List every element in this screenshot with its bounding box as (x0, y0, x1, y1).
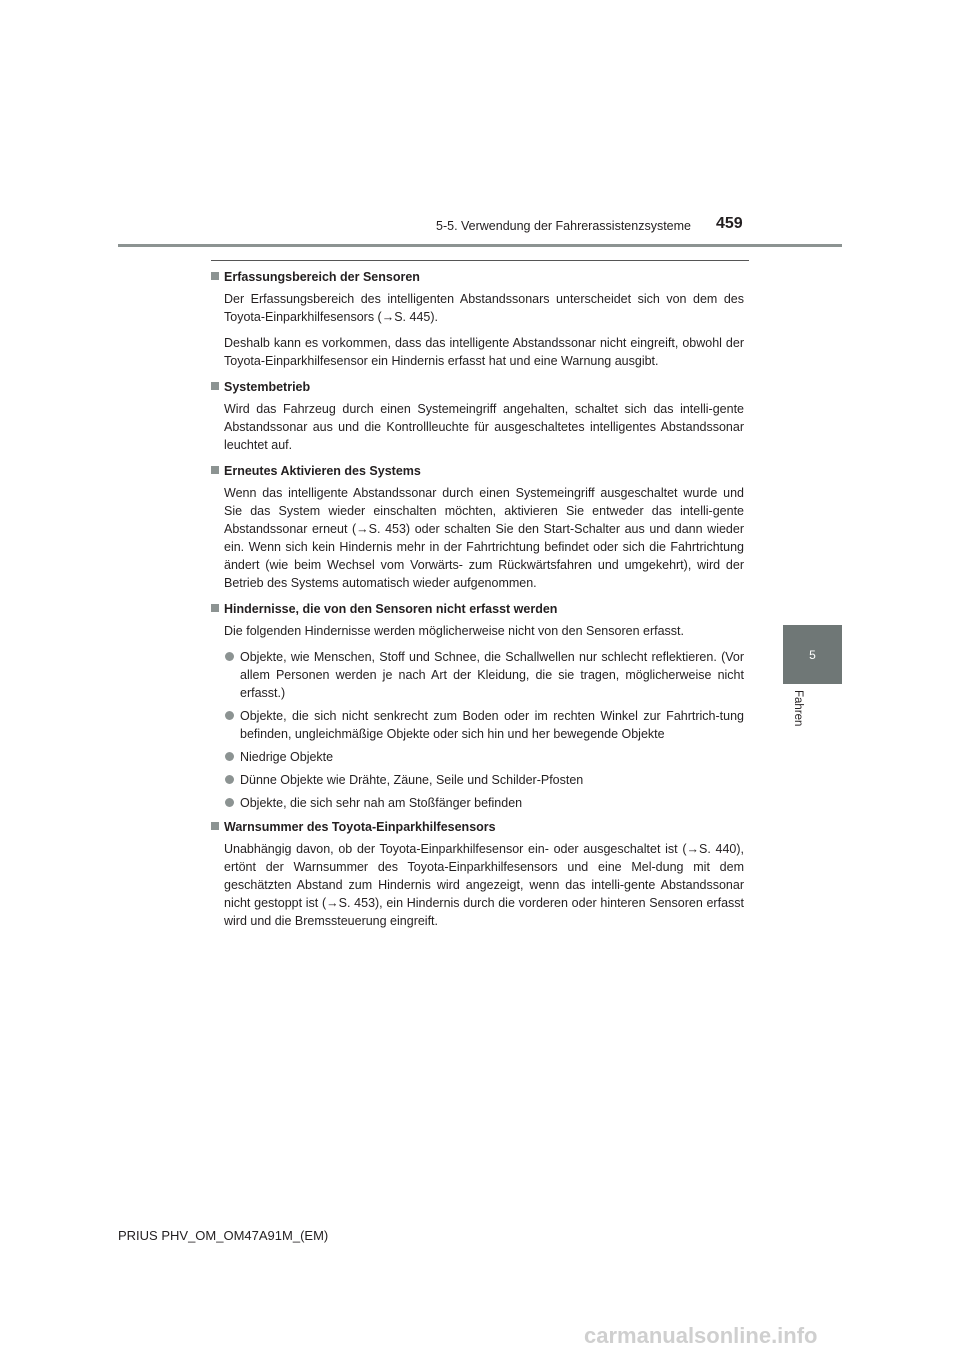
heading-text: Erfassungsbereich der Sensoren (224, 270, 420, 284)
list-item (211, 748, 744, 766)
circle-bullet-icon (225, 798, 234, 807)
section-reactivate-system (211, 462, 744, 592)
square-bullet-icon (211, 272, 219, 280)
watermark: carmanualsonline.info (584, 1323, 818, 1348)
page-number: 459 (716, 215, 743, 232)
list-item-text: Objekte, die sich nicht senkrecht zum Boden oder im rechten Winkel zur Fahrtrich-tung befinden, ungleichmäßige Objekte oder sich hin und her bewegende Objekte (240, 709, 744, 741)
list-item (211, 794, 744, 812)
square-bullet-icon (211, 822, 219, 830)
paragraph: Unabhängig davon, ob der Toyota-Einparkhilfesensor ein- oder ausgeschaltet ist (→S. 440), ertönt der Warnsummer des Toyota-Einparkhilfesensors und eine Mel-dung mit dem geschätzten Abstand zum Hindernis wird angezeigt, wenn das intelli-gente Abstandssonar nicht gestoppt ist (→S. 453), ein Hindernis durch die vorderen oder hinteren Sensoren erfasst wird und die Bremssteuerung eingreift. (224, 842, 744, 928)
section-heading (211, 378, 744, 396)
main-content (211, 268, 744, 938)
paragraph: Der Erfassungsbereich des intelligenten Abstandssonars unterscheidet sich von dem des Toyota-Einparkhilfesensors (→S. 445). (224, 292, 744, 324)
list-item-text: Dünne Objekte wie Drähte, Zäune, Seile und Schilder-Pfosten (240, 773, 584, 787)
content-divider (211, 260, 749, 261)
section-sensor-range (211, 268, 744, 370)
list-item-text: Objekte, die sich sehr nah am Stoßfänger befinden (240, 796, 523, 810)
list-item-text: Niedrige Objekte (240, 750, 334, 764)
section-title: 5-5. Verwendung der Fahrerassistenzsysteme (436, 219, 691, 233)
paragraph: Wird das Fahrzeug durch einen Systemeingriff angehalten, schaltet sich das intelli-gente Abstandssonar aus und die Kontrollleuchte für ausgeschaltetes intelligentes Abstandssonar leuchtet auf. (224, 402, 744, 452)
circle-bullet-icon (225, 711, 234, 720)
list-item-text: Objekte, wie Menschen, Stoff und Schnee, die Schallwellen nur schlecht reflektieren. (Vor allem Personen werden je nach Art der Kleidung, die sie tragen, möglicherweise nicht erfasst.) (240, 650, 744, 700)
paragraph: Deshalb kann es vorkommen, dass das intelligente Abstandssonar nicht eingreift, obwohl der Toyota-Einparkhilfesensor ein Hindernis erfasst hat und eine Warnung ausgibt. (224, 336, 744, 368)
circle-bullet-icon (225, 752, 234, 761)
chapter-name: Fahren (792, 690, 804, 727)
chapter-number: 5 (809, 647, 816, 662)
list-item (211, 707, 744, 743)
section-system-operation (211, 378, 744, 454)
section-heading (211, 818, 744, 836)
list-item (211, 648, 744, 702)
circle-bullet-icon (225, 775, 234, 784)
heading-text: Systembetrieb (224, 380, 311, 394)
section-heading (211, 462, 744, 480)
section-warning-buzzer (211, 818, 744, 930)
square-bullet-icon (211, 382, 219, 390)
header-divider (118, 244, 842, 247)
section-heading (211, 600, 744, 618)
section-undetected-obstacles (211, 600, 744, 812)
section-heading (211, 268, 744, 286)
heading-text: Warnsummer des Toyota-Einparkhilfesensors (224, 820, 496, 834)
heading-text: Erneutes Aktivieren des Systems (224, 464, 421, 478)
circle-bullet-icon (225, 652, 234, 661)
paragraph: Wenn das intelligente Abstandssonar durch einen Systemeingriff ausgeschaltet wurde und Sie das System wieder einschalten möchten, aktivieren Sie entweder das intelli-gente Abstandssonar erneut (→S. 453) oder schalten Sie den Start-Schalter aus und dann wieder ein. Wenn sich kein Hindernis mehr in der Fahrtrichtung befindet oder sich die Fahrtrichtung ändert (wie beim Wechsel vom Vorwärts- zum Rückwärtsfahren und umgekehrt), wird der Betrieb des Systems automatisch wieder aufgenommen. (224, 486, 744, 590)
paragraph: Die folgenden Hindernisse werden möglicherweise nicht von den Sensoren erfasst. (224, 624, 684, 638)
list-item (211, 771, 744, 789)
document-id: PRIUS PHV_OM_OM47A91M_(EM) (118, 1228, 329, 1243)
heading-text: Hindernisse, die von den Sensoren nicht erfasst werden (224, 602, 558, 616)
square-bullet-icon (211, 466, 219, 474)
chapter-tab (783, 625, 842, 684)
square-bullet-icon (211, 604, 219, 612)
